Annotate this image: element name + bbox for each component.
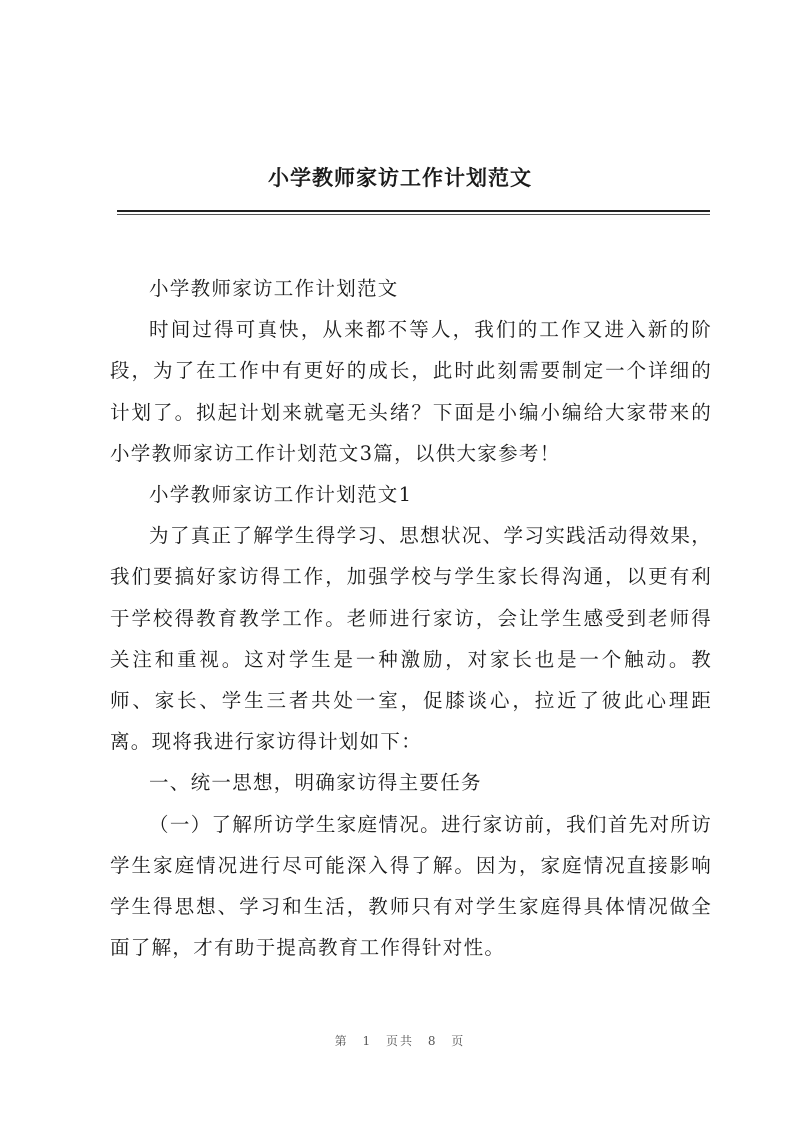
paragraph-purpose: 为了真正了解学生得学习、思想状况、学习实践活动得效果，我们要搞好家访得工作，加强学校与学生家长得沟通，以更有利于学校得教育教学工作。老师进行家访，会让学生感受到老师得关注和重视。这对学生是一种激励，对家长也是一个触动。教师、家长、学生三者共处一室，促膝谈心，拉近了彼此心理距离。现将我进行家访得计划如下：: [110, 524, 712, 754]
footer-page-number: 1: [362, 1034, 373, 1048]
title-divider: [117, 210, 710, 212]
paragraph-heading: 小学教师家访工作计划范文: [149, 277, 399, 300]
paragraph-item-one: （一）了解所访学生家庭情况。进行家访前，我们首先对所访学生家庭情况进行尽可能深入得了解。因为，家庭情况直接影响学生得思想、学习和生活，教师只有对学生家庭得具体情况做全面了解，才有助于提高教育工作得针对性。: [110, 812, 712, 960]
paragraph-intro: 时间过得可真快，从来都不等人，我们的工作又进入新的阶段，为了在工作中有更好的成长，此时此刻需要制定一个详细的计划了。拟起计划来就毫无头绪？下面是小编小编给大家带来的小学教师家访工作计划范文3篇，以供大家参考！: [110, 318, 712, 465]
document-body: [110, 268, 712, 968]
paragraph-subheading: 一、统一思想，明确家访得主要任务: [149, 771, 482, 795]
title-divider-thin: [117, 214, 710, 215]
page-footer: [0, 1032, 800, 1049]
page-title: 小学教师家访工作计划范文: [268, 165, 532, 190]
paragraph-section-title: 小学教师家访工作计划范文1: [149, 483, 413, 507]
footer-middle: 页共: [385, 1034, 414, 1048]
footer-suffix: 页: [451, 1034, 466, 1048]
footer-total-pages: 8: [427, 1034, 438, 1048]
footer-prefix: 第: [334, 1034, 349, 1048]
